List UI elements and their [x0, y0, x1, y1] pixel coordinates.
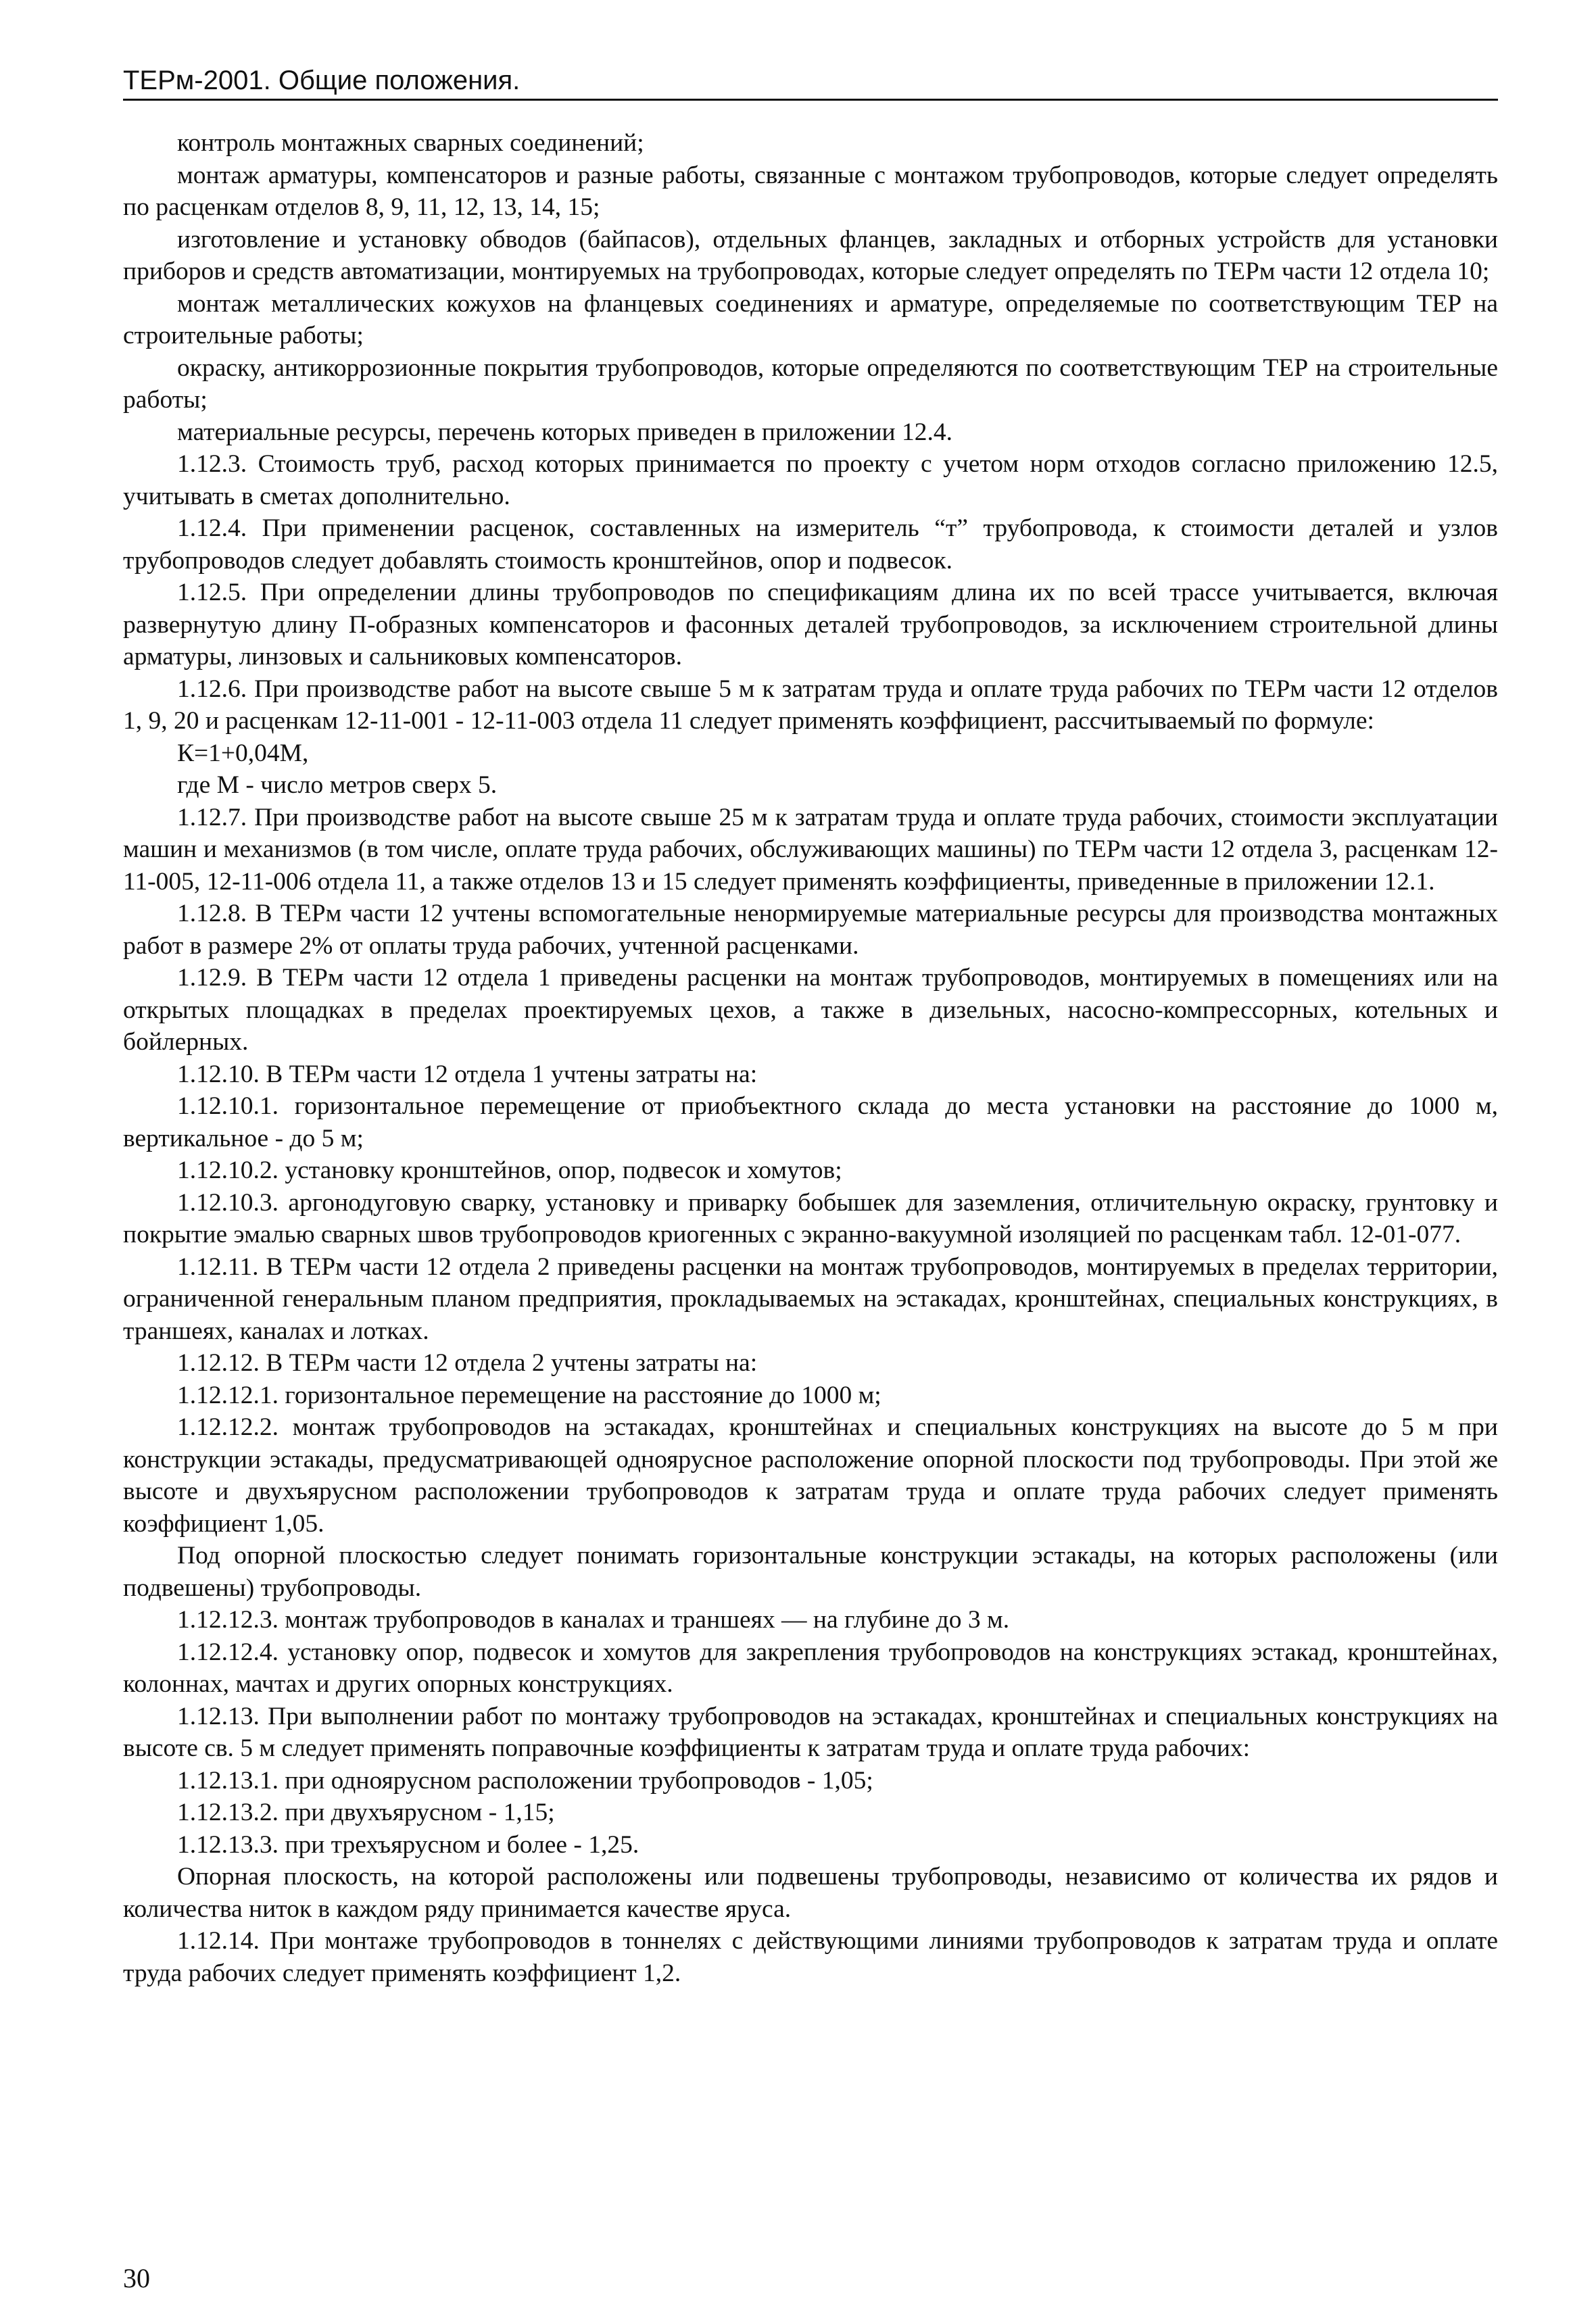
- paragraph: 1.12.12.1. горизонтальное перемещение на расстояние до 1000 м;: [177, 1381, 881, 1409]
- paragraph: 1.12.12. В ТЕРм части 12 отдела 2 учтены затраты на:: [177, 1349, 758, 1377]
- paragraph: 1.12.9. В ТЕРм части 12 отдела 1 приведены расценки на монтаж трубопроводов, монтируемых в помещениях или на открытых площадках в пределах проектируемых цехов, а также в дизельных, насосно-компрессорных, котельных и бойлерных.: [123, 964, 1498, 1056]
- paragraph: где М - число метров сверх 5.: [177, 771, 498, 799]
- paragraph: окраску, антикоррозионные покрытия трубопроводов, которые определяются по соответствующим ТЕР на строительные работы;: [123, 354, 1498, 414]
- paragraph: монтаж арматуры, компенсаторов и разные работы, связанные с монтажом трубопроводов, которые следует определять по расценкам отделов 8, 9, 11, 12, 13, 14, 15;: [123, 161, 1498, 221]
- paragraph: 1.12.5. При определении длины трубопроводов по спецификациям длина их по всей трассе учитывается, включая развернутую длину П-образных компенсаторов и фасонных деталей трубопроводов, за исключением строительной длины арматуры, линзовых и сальниковых компенсаторов.: [123, 579, 1498, 671]
- paragraph: 1.12.8. В ТЕРм части 12 учтены вспомогательные ненормируемые материальные ресурсы для производства монтажных работ в размере 2% от оплаты труда рабочих, учтенной расценками.: [123, 900, 1498, 960]
- formula: К=1+0,04М,: [177, 739, 309, 767]
- paragraph: Под опорной плоскостью следует понимать горизонтальные конструкции эстакады, на которых расположены (или подвешены) трубопроводы.: [123, 1542, 1498, 1602]
- paragraph: 1.12.10.1. горизонтальное перемещение от приобъектного склада до места установки на расстояние до 1000 м, вертикальное - до 5 м;: [123, 1092, 1498, 1152]
- paragraph: 1.12.13.3. при трехъярусном и более - 1,25.: [177, 1830, 639, 1859]
- paragraph: 1.12.11. В ТЕРм части 12 отдела 2 приведены расценки на монтаж трубопроводов, монтируемых в пределах территории, ограниченной генеральным планом предприятия, прокладываемых на эстакадах, кронштейнах, специальных конструкциях, в траншеях, каналах и лотках.: [123, 1252, 1498, 1345]
- paragraph: 1.12.10. В ТЕРм части 12 отдела 1 учтены затраты на:: [177, 1060, 758, 1088]
- paragraph: контроль монтажных сварных соединений;: [177, 129, 644, 157]
- paragraph: 1.12.14. При монтаже трубопроводов в тоннелях с действующими линиями трубопроводов к затратам труда и оплате труда рабочих следует применять коэффициент 1,2.: [123, 1927, 1498, 1987]
- paragraph: 1.12.4. При применении расценок, составленных на измеритель “т” трубопровода, к стоимости деталей и узлов трубопроводов следует добавлять стоимость кронштейнов, опор и подвесок.: [123, 514, 1498, 575]
- page-number: 30: [123, 2263, 150, 2293]
- paragraph: монтаж металлических кожухов на фланцевых соединениях и арматуре, определяемые по соответствующим ТЕР на строительные работы;: [123, 289, 1498, 349]
- paragraph: 1.12.7. При производстве работ на высоте свыше 25 м к затратам труда и оплате труда рабочих, стоимости эксплуатации машин и механизмов (в том числе, оплате труда рабочих, обслуживающих машины) по ТЕРм части 12 отдела 3, расценкам 12-11-005, 12-11-006 отдела 11, а также отделов 13 и 15 следует применять коэффициенты, приведенные в приложении 12.1.: [123, 803, 1498, 896]
- paragraph: 1.12.13. При выполнении работ по монтажу трубопроводов на эстакадах, кронштейнах и специальных конструкциях на высоте св. 5 м следует применять поправочные коэффициенты к затратам труда и оплате труда рабочих:: [123, 1702, 1498, 1762]
- paragraph: 1.12.13.2. при двухъярусном - 1,15;: [177, 1799, 555, 1826]
- paragraph: 1.12.6. При производстве работ на высоте свыше 5 м к затратам труда и оплате труда рабочих по ТЕРм части 12 отделов 1, 9, 20 и расценкам 12-11-001 - 12-11-003 отдела 11 следует применять коэффициент, рассчитываемый по формуле:: [123, 675, 1498, 735]
- paragraph: 1.12.12.4. установку опор, подвесок и хомутов для закрепления трубопроводов на конструкциях эстакад, кронштейнах, колоннах, мачтах и других опорных конструкциях.: [123, 1638, 1498, 1698]
- page-header: [123, 65, 1498, 101]
- paragraph: Опорная плоскость, на которой расположены или подвешены трубопроводы, независимо от количества их рядов и количества ниток в каждом ряду принимается качестве яруса.: [123, 1863, 1498, 1923]
- paragraph: 1.12.10.3. аргонодуговую сварку, установку и приварку бобышек для заземления, отличительную окраску, грунтовку и покрытие эмалью сварных швов трубопроводов криогенных с экранно-вакуумной изоляцией по расценкам табл. 12-01-077.: [123, 1188, 1498, 1248]
- paragraph: 1.12.10.2. установку кронштейнов, опор, подвесок и хомутов;: [177, 1156, 842, 1184]
- page-header-title: ТЕРм-2001. Общие положения.: [123, 66, 521, 95]
- paragraph: изготовление и установку обводов (байпасов), отдельных фланцев, закладных и отборных устройств для установки приборов и средств автоматизации, монтируемых на трубопроводах, которые следует определять по ТЕРм части 12 отдела 10;: [123, 225, 1498, 285]
- paragraph: 1.12.12.3. монтаж трубопроводов в каналах и траншеях — на глубине до 3 м.: [177, 1606, 1010, 1634]
- paragraph: материальные ресурсы, перечень которых приведен в приложении 12.4.: [177, 418, 952, 446]
- paragraph: 1.12.3. Стоимость труб, расход которых принимается по проекту с учетом норм отходов согласно приложению 12.5, учитывать в сметах дополнительно.: [123, 450, 1498, 510]
- document-body: [123, 127, 1498, 1989]
- paragraph: 1.12.12.2. монтаж трубопроводов на эстакадах, кронштейнах и специальных конструкциях на высоте до 5 м при конструкции эстакады, предусматривающей одноярусное расположение опорной плоскости под трубопроводы. При этой же высоте и двухъярусном расположении трубопроводов к затратам труда и оплате труда рабочих следует применять коэффициент 1,05.: [123, 1413, 1498, 1538]
- paragraph: 1.12.13.1. при одноярусном расположении трубопроводов - 1,05;: [177, 1766, 873, 1795]
